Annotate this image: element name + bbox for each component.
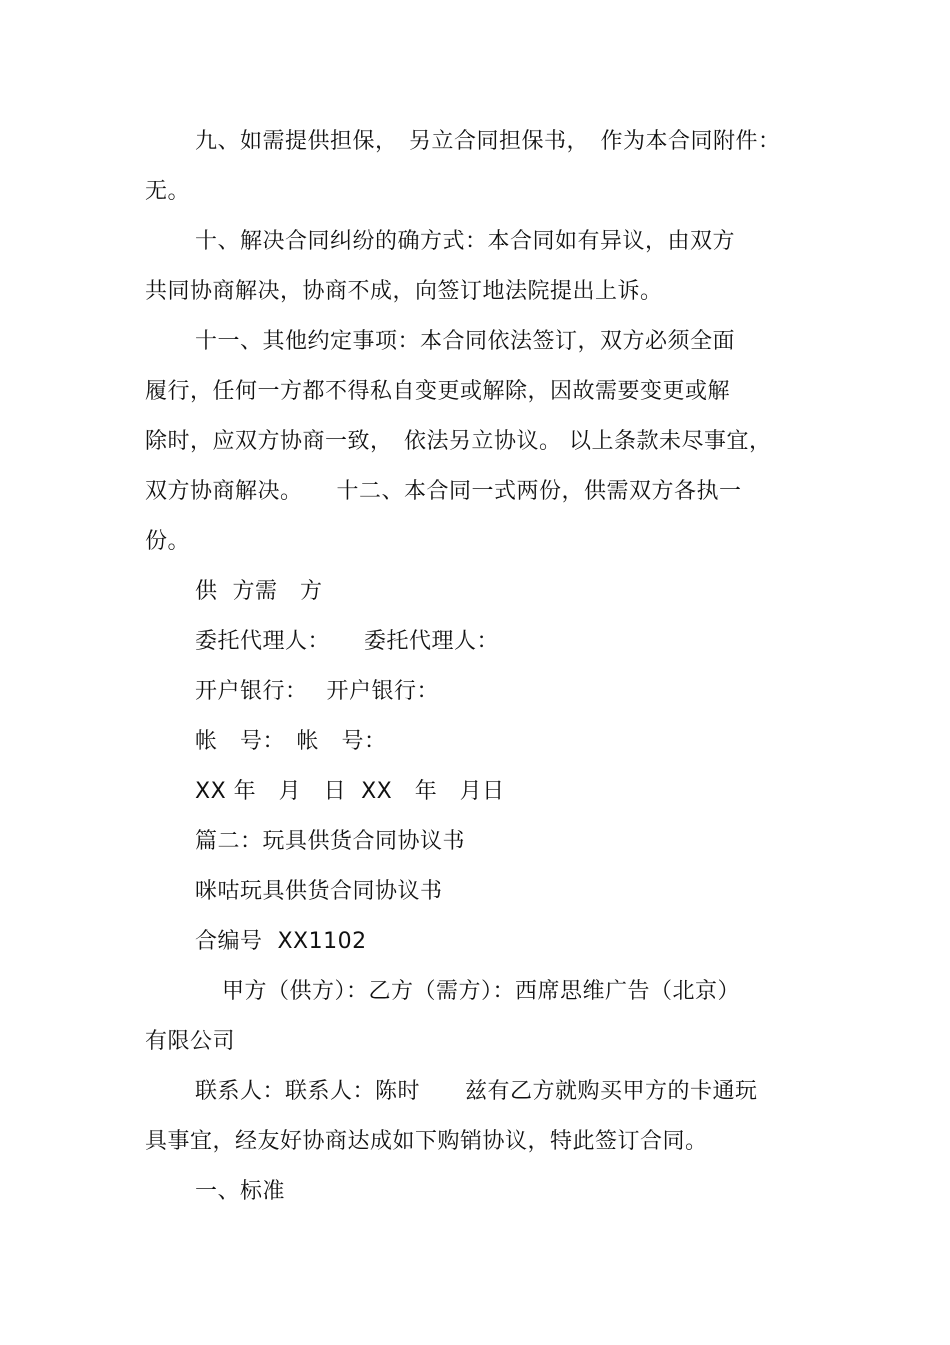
section-1-standard: 一、标准 (195, 1179, 286, 1204)
contract-title: 咪咕玩具供货合同协议书 (195, 879, 443, 904)
clause-9-line-1: 九、如需提供担保， 另立合同担保书， 作为本合同附件： (195, 129, 781, 154)
section-2-heading: 篇二：玩具供货合同协议书 (195, 829, 466, 854)
clause-11-line-3: 除时，应双方协商一致， 依法另立协议。 以上条款未尽事宜， (145, 429, 772, 454)
contract-number: 合编号 XX1102 (195, 929, 367, 954)
parties-heading: 供 方需 方 (195, 579, 323, 604)
clause-11-line-4: 双方协商解决。 十二、本合同一式两份，供需双方各执一 (145, 479, 742, 504)
clause-11-line-2: 履行，任何一方都不得私自变更或解除，因故需要变更或解 (145, 379, 731, 404)
contact-line-1: 联系人：联系人：陈时 兹有乙方就购买甲方的卡通玩 (195, 1079, 758, 1104)
contact-line-2: 具事宜，经友好协商达成如下购销协议，特此签订合同。 (145, 1129, 708, 1154)
account-line: 帐 号： 帐 号： (195, 729, 387, 754)
party-line-2: 有限公司 (145, 1029, 236, 1054)
clause-9-line-2: 无。 (145, 179, 191, 204)
agent-line: 委托代理人： 委托代理人： (195, 629, 500, 654)
bank-line: 开户银行： 开户银行： (195, 679, 439, 704)
clause-10-line-2: 共同协商解决，协商不成，向签订地法院提出上诉。 (145, 279, 663, 304)
clause-11-line-1: 十一、其他约定事项：本合同依法签订，双方必须全面 (195, 329, 736, 354)
date-line: XX 年 月 日 XX 年 月日 (195, 779, 505, 804)
clause-12-line-end: 份。 (145, 529, 191, 554)
party-line-1: 甲方（供方）：乙方（需方）：西席思维广告（北京） (222, 979, 741, 1004)
clause-10-line-1: 十、解决合同纠纷的确方式：本合同如有异议，由双方 (195, 229, 736, 254)
